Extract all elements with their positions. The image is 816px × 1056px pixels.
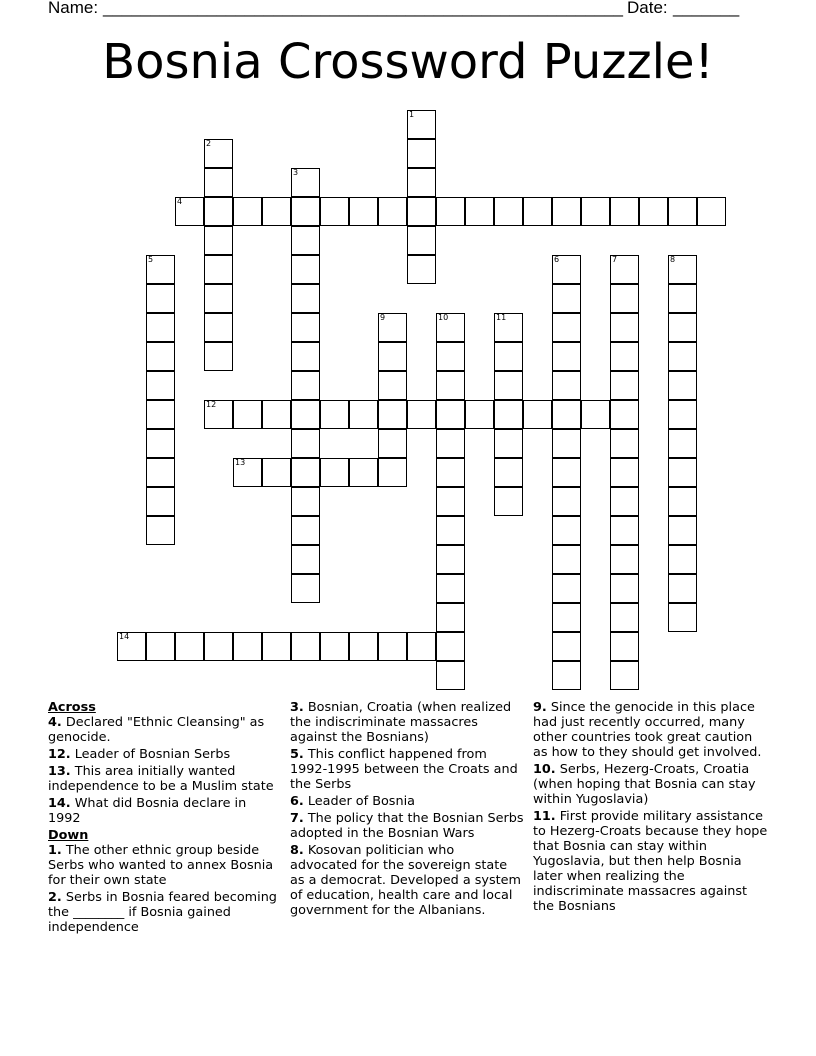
crossword-cell[interactable] [494,429,523,458]
crossword-cell[interactable] [552,400,581,429]
crossword-cell[interactable] [262,632,291,661]
date-label: Date: [627,0,668,17]
crossword-cell[interactable] [610,487,639,516]
crossword-cell[interactable] [436,545,465,574]
crossword-cell[interactable] [378,342,407,371]
clue-number: 8 [670,255,676,264]
clue-across-14: 14. What did Bosnia declare in 1992 [48,796,247,826]
crossword-cell[interactable] [378,400,407,429]
crossword-cell[interactable] [320,632,349,661]
crossword-cell[interactable] [175,197,204,226]
crossword-cell[interactable] [610,661,639,690]
crossword-cell[interactable] [552,661,581,690]
crossword-cell[interactable] [610,632,639,661]
crossword-cell[interactable] [175,632,204,661]
across-clue-list [48,715,278,826]
crossword-cell[interactable] [610,574,639,603]
crossword-cell[interactable] [552,545,581,574]
crossword-cell[interactable] [436,371,465,400]
clue-down-2: 2. Serbs in Bosnia feared becoming the ________ if Bosnia gained independence [48,890,277,935]
crossword-cell[interactable] [494,342,523,371]
crossword-cell[interactable] [233,400,262,429]
down-heading: Down [48,828,89,843]
crossword-cell[interactable] [291,197,320,226]
crossword-cell[interactable] [349,632,378,661]
crossword-cell[interactable] [436,400,465,429]
crossword-cell[interactable] [436,197,465,226]
crossword-cell[interactable] [146,400,175,429]
crossword-cell[interactable] [146,429,175,458]
crossword-cell[interactable] [378,429,407,458]
clue-number: 13 [235,458,246,467]
crossword-cell[interactable] [436,487,465,516]
crossword-cell[interactable] [668,342,697,371]
across-heading: Across [48,700,96,715]
crossword-cell[interactable] [465,197,494,226]
crossword-cell[interactable] [117,632,146,661]
crossword-cell[interactable] [262,197,291,226]
crossword-cell[interactable] [436,574,465,603]
crossword-cell[interactable] [552,487,581,516]
crossword-cell[interactable] [146,516,175,545]
crossword-cell[interactable] [552,429,581,458]
crossword-cell[interactable] [610,458,639,487]
crossword-cell[interactable] [204,284,233,313]
crossword-cell[interactable] [349,400,378,429]
crossword-cell[interactable] [610,313,639,342]
crossword-cell[interactable] [204,342,233,371]
clue-number: 4 [177,197,183,206]
down-clue-list-1 [48,843,278,935]
crossword-cell[interactable] [523,197,552,226]
clue-down-11: 11. First provide military assistance to Hezerg-Croats because they hope that Bosnia can stay within Yugoslavia, but then help Bosnia later when realizing the indiscriminate massacres against the Bosnians [533,809,768,914]
crossword-cell[interactable] [552,284,581,313]
clue-number: 7 [612,255,618,264]
crossword-cell[interactable] [146,371,175,400]
crossword-cell[interactable] [639,197,668,226]
crossword-cell[interactable] [668,429,697,458]
crossword-cell[interactable] [581,197,610,226]
crossword-cell[interactable] [552,632,581,661]
crossword-cell[interactable] [552,197,581,226]
clue-across-4: 4. Declared "Ethnic Cleansing" as genocide. [48,715,265,745]
crossword-cell[interactable] [436,632,465,661]
crossword-cell[interactable] [581,400,610,429]
clue-down-5: 5. This conflict happened from 1992-1995 between the Croats and the Serbs [290,747,518,792]
crossword-cell[interactable] [146,313,175,342]
name-label: Name: [48,0,99,17]
crossword-cell[interactable] [291,400,320,429]
crossword-cell[interactable] [552,516,581,545]
crossword-cell[interactable] [146,284,175,313]
crossword-cell[interactable] [407,110,436,139]
crossword-cell[interactable] [407,197,436,226]
crossword-cell[interactable] [494,197,523,226]
crossword-cell[interactable] [262,458,291,487]
crossword-cell[interactable] [291,516,320,545]
crossword-cell[interactable] [610,603,639,632]
clue-number: 6 [554,255,560,264]
clue-down-3: 3. Bosnian, Croatia (when realized the indiscriminate massacres against the Bosnians) [290,700,512,745]
crossword-cell[interactable] [668,574,697,603]
crossword-cell[interactable] [610,545,639,574]
crossword-cell[interactable] [436,313,465,342]
crossword-cell[interactable] [668,284,697,313]
crossword-cell[interactable] [291,371,320,400]
crossword-cell[interactable] [146,632,175,661]
clue-down-10: 10. Serbs, Hezerg-Croats, Croatia (when hoping that Bosnia can stay within Yugoslavia) [533,762,756,807]
date-field-line: _______ [673,0,740,17]
crossword-cell[interactable] [349,197,378,226]
crossword-cell[interactable] [407,255,436,284]
crossword-cell[interactable] [552,458,581,487]
crossword-cell[interactable] [494,313,523,342]
crossword-cell[interactable] [146,255,175,284]
crossword-cell[interactable] [668,371,697,400]
clue-number: 5 [148,255,154,264]
crossword-cell[interactable] [204,632,233,661]
crossword-cell[interactable] [610,284,639,313]
clues-column-3 [533,700,768,916]
crossword-cell[interactable] [291,632,320,661]
clue-down-9: 9. Since the genocide in this place had just recently occurred, many other countries took great caution as how to they should get involved. [533,700,762,760]
crossword-cell[interactable] [668,255,697,284]
crossword-cell[interactable] [552,313,581,342]
crossword-cell[interactable] [668,516,697,545]
clue-number: 2 [206,139,212,148]
crossword-cell[interactable] [552,603,581,632]
crossword-cell[interactable] [668,603,697,632]
crossword-cell[interactable] [494,371,523,400]
crossword-cell[interactable] [407,168,436,197]
clue-down-8: 8. Kosovan politician who advocated for the sovereign state as a democrat. Developed a system of education, health care and local government for the Albanians. [290,843,521,918]
crossword-cell[interactable] [233,197,262,226]
clue-number: 9 [380,313,386,322]
crossword-cell[interactable] [610,255,639,284]
clue-number: 14 [119,632,130,641]
crossword-cell[interactable] [204,255,233,284]
crossword-cell[interactable] [610,342,639,371]
crossword-cell[interactable] [407,632,436,661]
crossword-cell[interactable] [291,313,320,342]
crossword-cell[interactable] [668,487,697,516]
crossword-cell[interactable] [291,255,320,284]
crossword-cell[interactable] [146,487,175,516]
crossword-cell[interactable] [407,139,436,168]
crossword-cell[interactable] [668,400,697,429]
crossword-cell[interactable] [668,458,697,487]
crossword-cell[interactable] [610,371,639,400]
name-field-line: _______________________________________________________ [103,0,624,17]
crossword-cell[interactable] [436,429,465,458]
clue-number: 10 [438,313,449,322]
crossword-cell[interactable] [291,487,320,516]
crossword-cell[interactable] [378,371,407,400]
crossword-cell[interactable] [436,458,465,487]
crossword-cell[interactable] [436,661,465,690]
clue-across-13: 13. This area initially wanted independence to be a Muslim state [48,764,274,794]
crossword-cell[interactable] [204,313,233,342]
crossword-cell[interactable] [668,313,697,342]
crossword-cell[interactable] [610,516,639,545]
crossword-cell[interactable] [291,284,320,313]
crossword-cell[interactable] [204,197,233,226]
crossword-cell[interactable] [320,400,349,429]
clue-number: 1 [409,110,415,119]
crossword-cell[interactable] [610,429,639,458]
crossword-cell[interactable] [291,458,320,487]
crossword-cell[interactable] [320,458,349,487]
crossword-cell[interactable] [436,516,465,545]
crossword-cell[interactable] [204,400,233,429]
crossword-cell[interactable] [465,400,494,429]
crossword-cell[interactable] [552,342,581,371]
crossword-cell[interactable] [552,255,581,284]
crossword-cell[interactable] [204,139,233,168]
crossword-cell[interactable] [291,342,320,371]
crossword-cell[interactable] [378,197,407,226]
crossword-cell[interactable] [668,545,697,574]
clue-number: 3 [293,168,299,177]
clue-number: 12 [206,400,217,409]
crossword-cell[interactable] [378,632,407,661]
crossword-cell[interactable] [146,342,175,371]
crossword-cell[interactable] [320,197,349,226]
crossword-cell[interactable] [407,400,436,429]
crossword-cell[interactable] [610,197,639,226]
crossword-cell[interactable] [204,226,233,255]
crossword-cell[interactable] [436,342,465,371]
crossword-cell[interactable] [349,458,378,487]
page-title: Bosnia Crossword Puzzle! [102,34,714,90]
crossword-cell[interactable] [697,197,726,226]
crossword-cell[interactable] [610,400,639,429]
clue-across-12: 12. Leader of Bosnian Serbs [48,747,231,762]
crossword-cell[interactable] [204,168,233,197]
crossword-cell[interactable] [378,458,407,487]
crossword-cell[interactable] [378,313,407,342]
crossword-cell[interactable] [291,226,320,255]
crossword-cell[interactable] [291,545,320,574]
crossword-cell[interactable] [552,371,581,400]
clue-down-6: 6. Leader of Bosnia [290,794,415,809]
crossword-cell[interactable] [291,168,320,197]
crossword-cell[interactable] [291,429,320,458]
crossword-cell[interactable] [552,574,581,603]
crossword-cell[interactable] [668,197,697,226]
clue-down-1: 1. The other ethnic group beside Serbs who wanted to annex Bosnia for their own state [48,843,274,888]
crossword-cell[interactable] [436,603,465,632]
clues-column-1 [48,700,278,937]
crossword-cell[interactable] [407,226,436,255]
crossword-cell[interactable] [494,458,523,487]
crossword-cell[interactable] [494,400,523,429]
crossword-cell[interactable] [291,574,320,603]
crossword-cell[interactable] [233,458,262,487]
crossword-cell[interactable] [146,458,175,487]
crossword-cell[interactable] [523,400,552,429]
clue-number: 11 [496,313,507,322]
clues-column-2 [290,700,525,920]
clue-down-7: 7. The policy that the Bosnian Serbs adopted in the Bosnian Wars [290,811,524,841]
crossword-cell[interactable] [494,487,523,516]
crossword-cell[interactable] [233,632,262,661]
crossword-cell[interactable] [262,400,291,429]
